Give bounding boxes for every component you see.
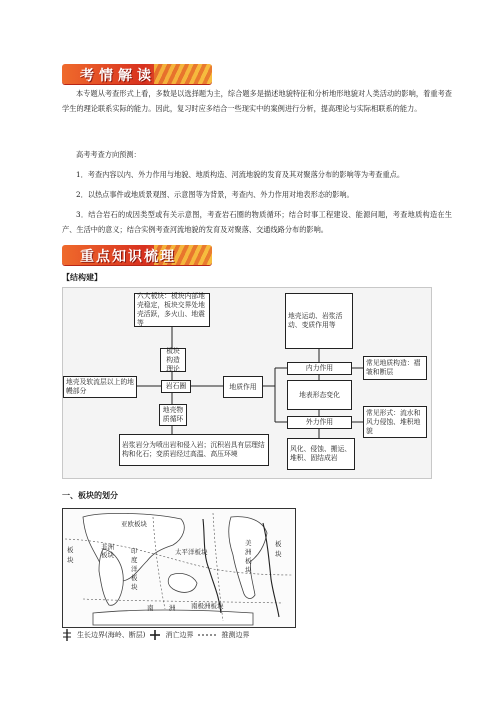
inferred-boundary-icon bbox=[198, 632, 216, 638]
box-weathering: 风化、侵蚀、搬运、堆积、固结成岩 bbox=[287, 438, 355, 470]
box-internal-force: 内力作用 bbox=[287, 362, 352, 375]
label-american-plate: 美洲板块 bbox=[245, 539, 252, 574]
banner-title: 重点知识梳理 bbox=[80, 249, 176, 265]
label-plate-right: 板块 bbox=[275, 540, 282, 558]
box-plate-theory: 板块构造理论 bbox=[160, 348, 186, 372]
label-eurasian-plate: 亚欧板块 bbox=[121, 520, 147, 528]
box-crust-mantle: 地壳及软流层以上的地幔部分 bbox=[63, 376, 137, 398]
legend-growth: 生长边界(海岭、断层) bbox=[77, 631, 146, 639]
plate-map-drawing bbox=[63, 509, 295, 627]
structure-label: 【结构建】 bbox=[62, 273, 102, 282]
box-crust-movement: 地壳运动、岩浆活动、变质作用等 bbox=[285, 293, 353, 349]
section-banner-exam-analysis bbox=[62, 64, 212, 84]
section-plate-division: 一、板块的划分 bbox=[62, 491, 118, 500]
box-rocks: 岩浆岩分为喷出岩和侵入岩；沉积岩具有层理结构和化石；变质岩经过高温、高压环境 bbox=[119, 434, 269, 466]
transform-boundary-icon bbox=[150, 630, 160, 640]
label-pacific-plate: 太平洋板块 bbox=[175, 548, 208, 556]
box-rock-circle: 岩石圈 bbox=[161, 380, 191, 393]
box-surface-change: 地表形态变化 bbox=[287, 380, 352, 410]
box-geo-action: 地质作用 bbox=[223, 376, 263, 398]
section-banner-key-knowledge bbox=[62, 245, 212, 265]
box-common-form: 常见形式：流水和风力侵蚀、堆积地貌 bbox=[363, 406, 427, 438]
forecast-title: 高考考查方向预测： bbox=[76, 150, 141, 159]
label-continent: 洲 bbox=[169, 604, 176, 612]
growth-boundary-icon bbox=[62, 629, 72, 641]
concept-diagram bbox=[62, 287, 432, 479]
label-plate-left: 板块 bbox=[67, 546, 74, 564]
box-six-plates: 六大板块：板块内部地壳稳定，板块交界处地壳活跃，多火山、地震等 bbox=[134, 293, 210, 327]
forecast-item-3: 3．结合岩石的成因类型或有关示意图，考查岩石圈的物质循环；结合时事工程建设、能源问题，考查地质构造在生产、生活中的意义；结合实例考查河流地貌的发育及对聚落、交通线路分布的影响。 bbox=[62, 210, 452, 234]
banner-stripes bbox=[154, 64, 212, 84]
forecast-item-2: 2．以热点事件或地质景观图、示意图等为背景，考查内、外力作用对地表形态的影响。 bbox=[76, 190, 354, 199]
box-material-cycle: 地壳物质循环 bbox=[159, 404, 187, 426]
label-african-plate: 非洲板块 bbox=[101, 543, 114, 559]
box-external-force: 外力作用 bbox=[287, 416, 352, 429]
label-south: 南 bbox=[147, 604, 154, 612]
plate-map bbox=[62, 508, 296, 628]
legend-inferred: 推测边界 bbox=[221, 631, 250, 639]
box-common-structure: 常见地质构造：褶皱和断层 bbox=[363, 356, 427, 380]
label-indian-plate: 印度洋板块 bbox=[131, 547, 138, 591]
label-antarctic-plate: 南极洲板块 bbox=[191, 602, 224, 610]
map-legend bbox=[62, 629, 249, 641]
legend-fault: 消亡边界 bbox=[165, 631, 194, 639]
banner-title: 考情解读 bbox=[80, 68, 156, 84]
intro-paragraph: 本专题从考查形式上看，多数是以选择题为主，综合题多是描述地貌特征和分析地形地貌对人类活动的影响，着重考查学生的理论联系实际的能力。因此，复习时应多结合一些现实中的案例进行分析，提高理论与实际相联系的能力。 bbox=[62, 89, 452, 113]
forecast-item-1: 1．考查内容以内、外力作用与地貌、地质构造、河流地貌的发育及其对聚落分布的影响等为考查重点。 bbox=[76, 170, 405, 179]
